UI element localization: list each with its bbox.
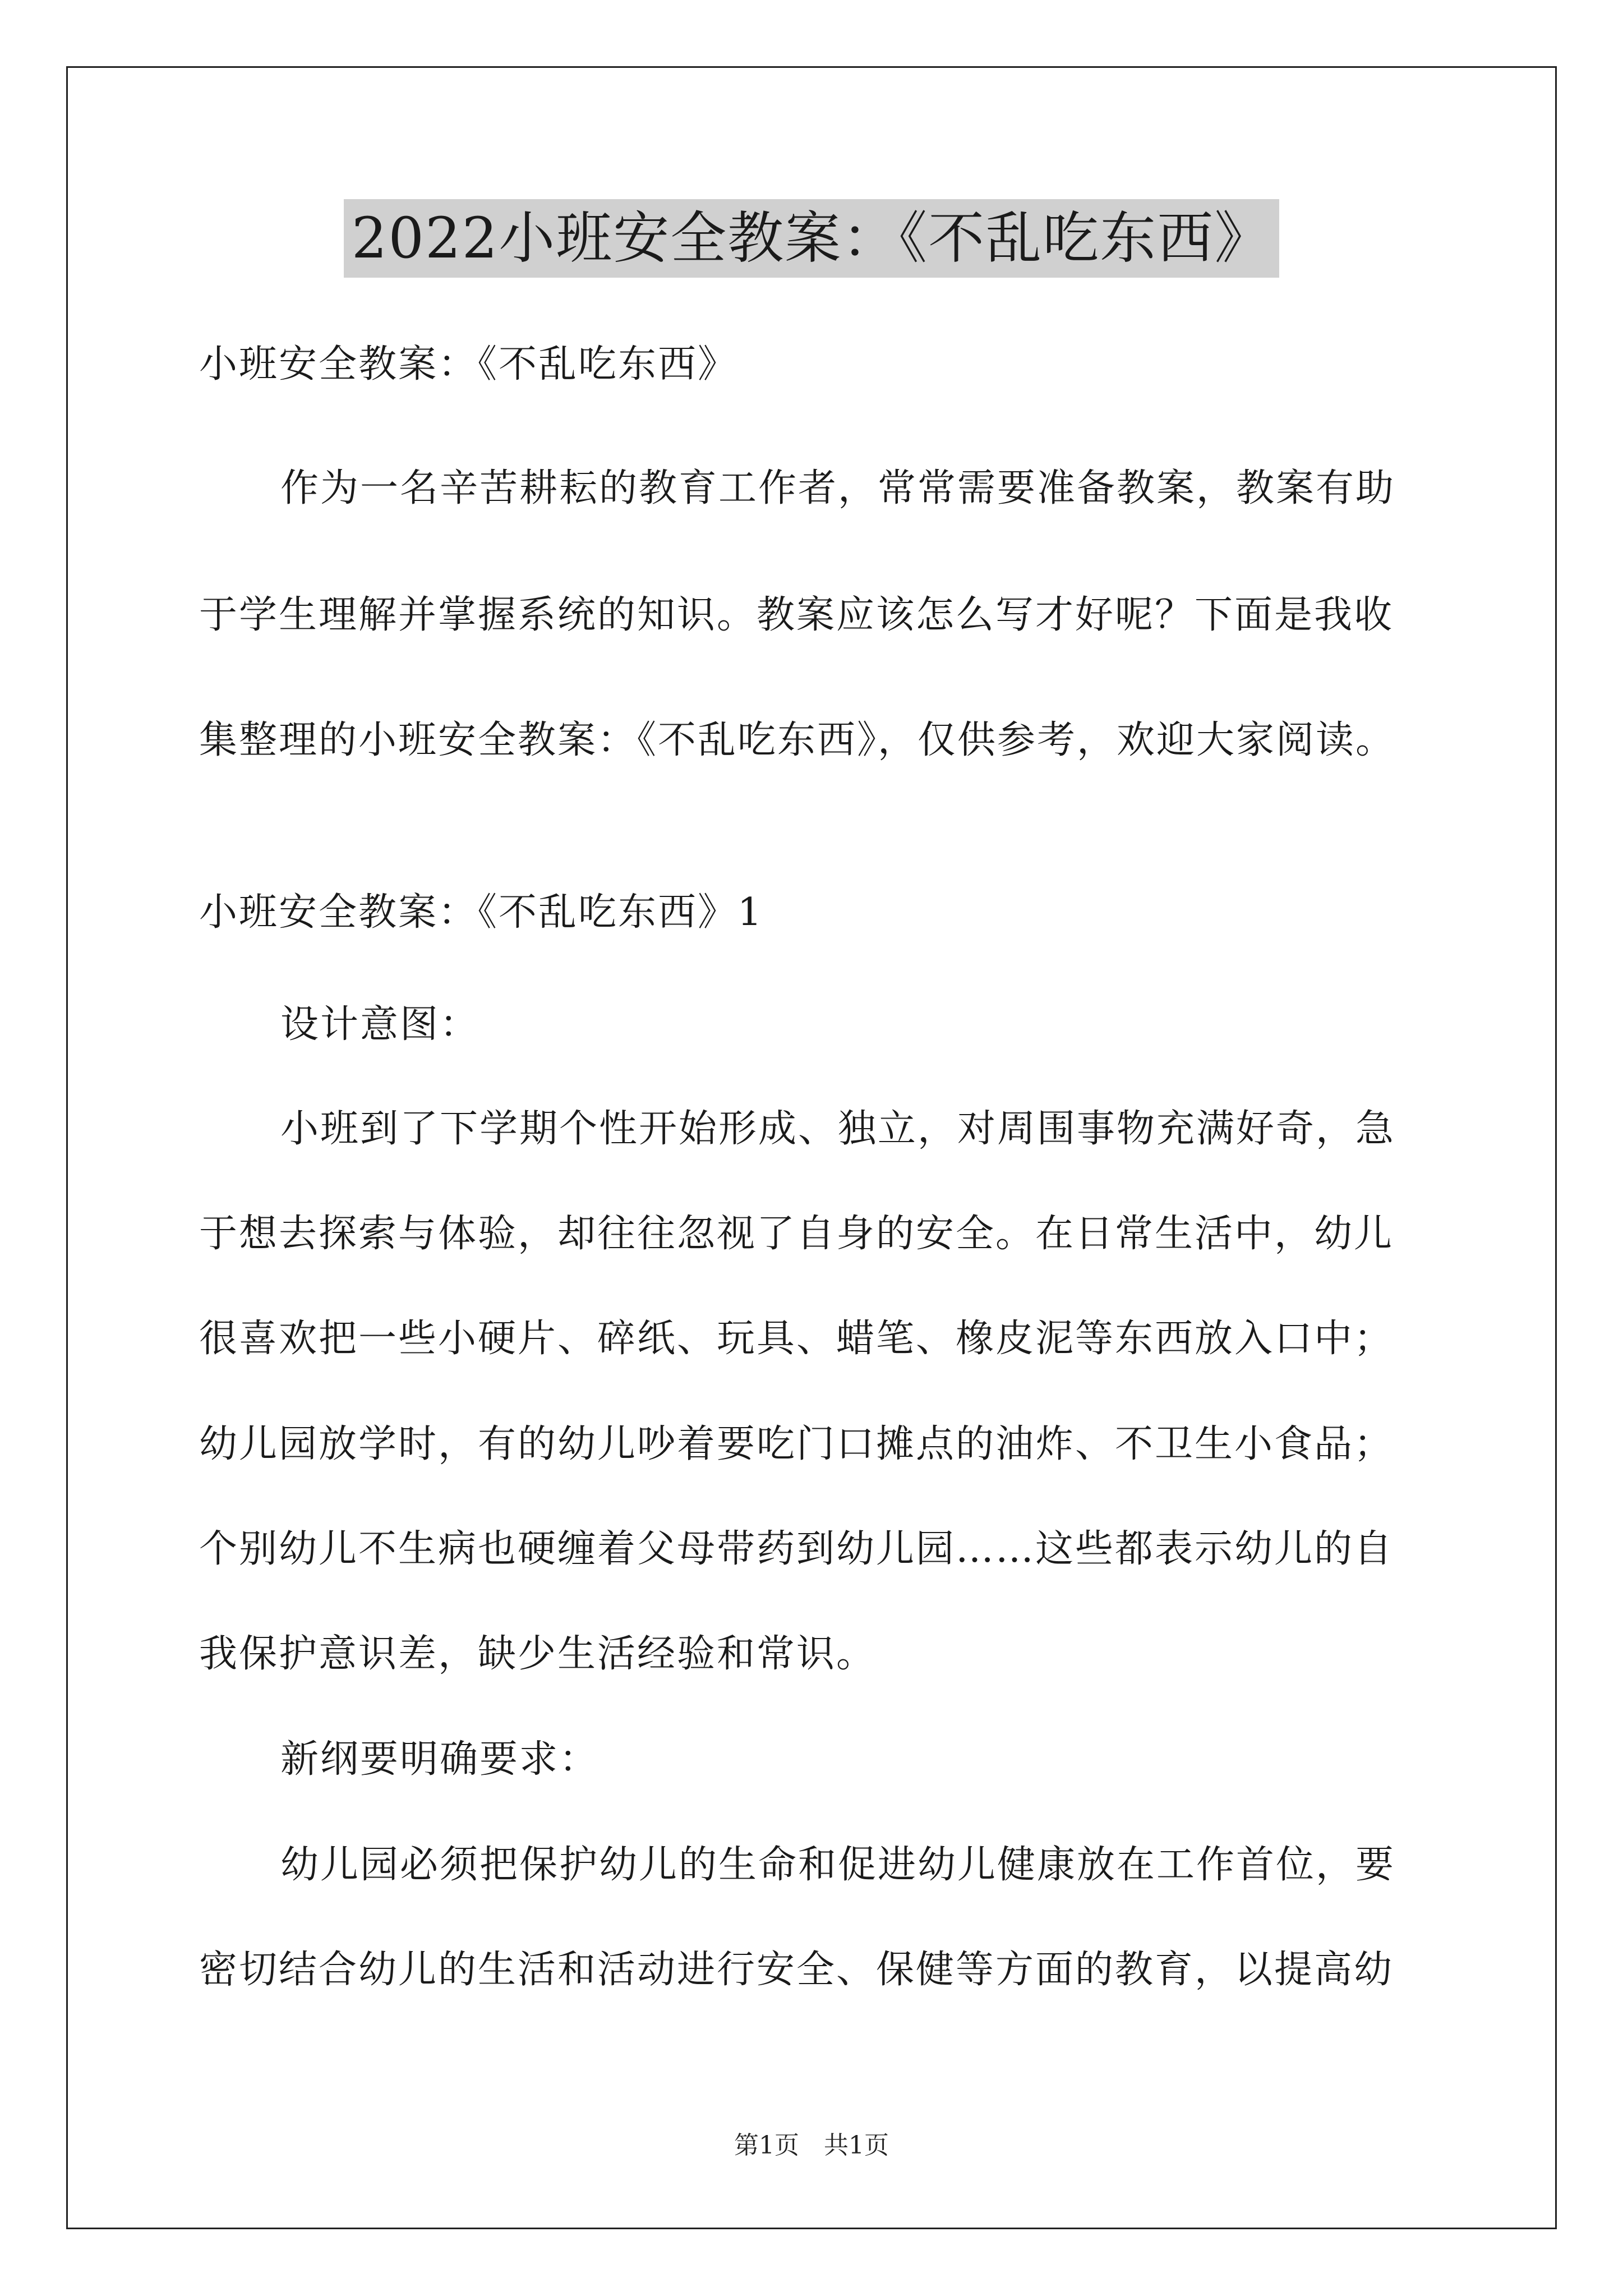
design-line-6: 我保护意识差，缺少生活经验和常识。 xyxy=(199,1632,877,1676)
requirement-label: 新纲要明确要求： xyxy=(280,1737,600,1782)
design-line-2: 于想去探索与体验，却往往忽视了自身的安全。在日常生活中，幼儿 xyxy=(199,1212,1394,1256)
design-line-5: 个别幼儿不生病也硬缠着父母带药到幼儿园……这些都表示幼儿的自 xyxy=(199,1527,1394,1571)
title-container xyxy=(0,199,1623,278)
intro-line-1: 作为一名辛苦耕耘的教育工作者，常常需要准备教案，教案有助 xyxy=(280,466,1396,510)
intro-line-2: 于学生理解并掌握系统的知识。教案应该怎么写才好呢？下面是我收 xyxy=(199,593,1394,637)
design-label: 设计意图： xyxy=(280,1002,480,1047)
intro-line-3: 集整理的小班安全教案：《不乱吃东西》，仅供参考，欢迎大家阅读。 xyxy=(199,718,1396,762)
requirement-line-1: 幼儿园必须把保护幼儿的生命和促进幼儿健康放在工作首位，要 xyxy=(280,1843,1396,1887)
design-line-4: 幼儿园放学时，有的幼儿吵着要吃门口摊点的油炸、不卫生小食品； xyxy=(199,1422,1394,1466)
design-line-3: 很喜欢把一些小硬片、碎纸、玩具、蜡笔、橡皮泥等东西放入口中； xyxy=(199,1317,1394,1361)
requirement-line-2: 密切结合幼儿的生活和活动进行安全、保健等方面的教育，以提高幼 xyxy=(199,1948,1394,1992)
page-title: 2022小班安全教案：《不乱吃东西》 xyxy=(344,199,1280,278)
design-line-1: 小班到了下学期个性开始形成、独立，对周围事物充满好奇，急 xyxy=(280,1107,1396,1151)
page-footer: 第1页 共1页 xyxy=(734,2131,889,2160)
section-heading: 小班安全教案：《不乱吃东西》1 xyxy=(199,890,764,935)
subtitle: 小班安全教案：《不乱吃东西》 xyxy=(199,342,738,386)
